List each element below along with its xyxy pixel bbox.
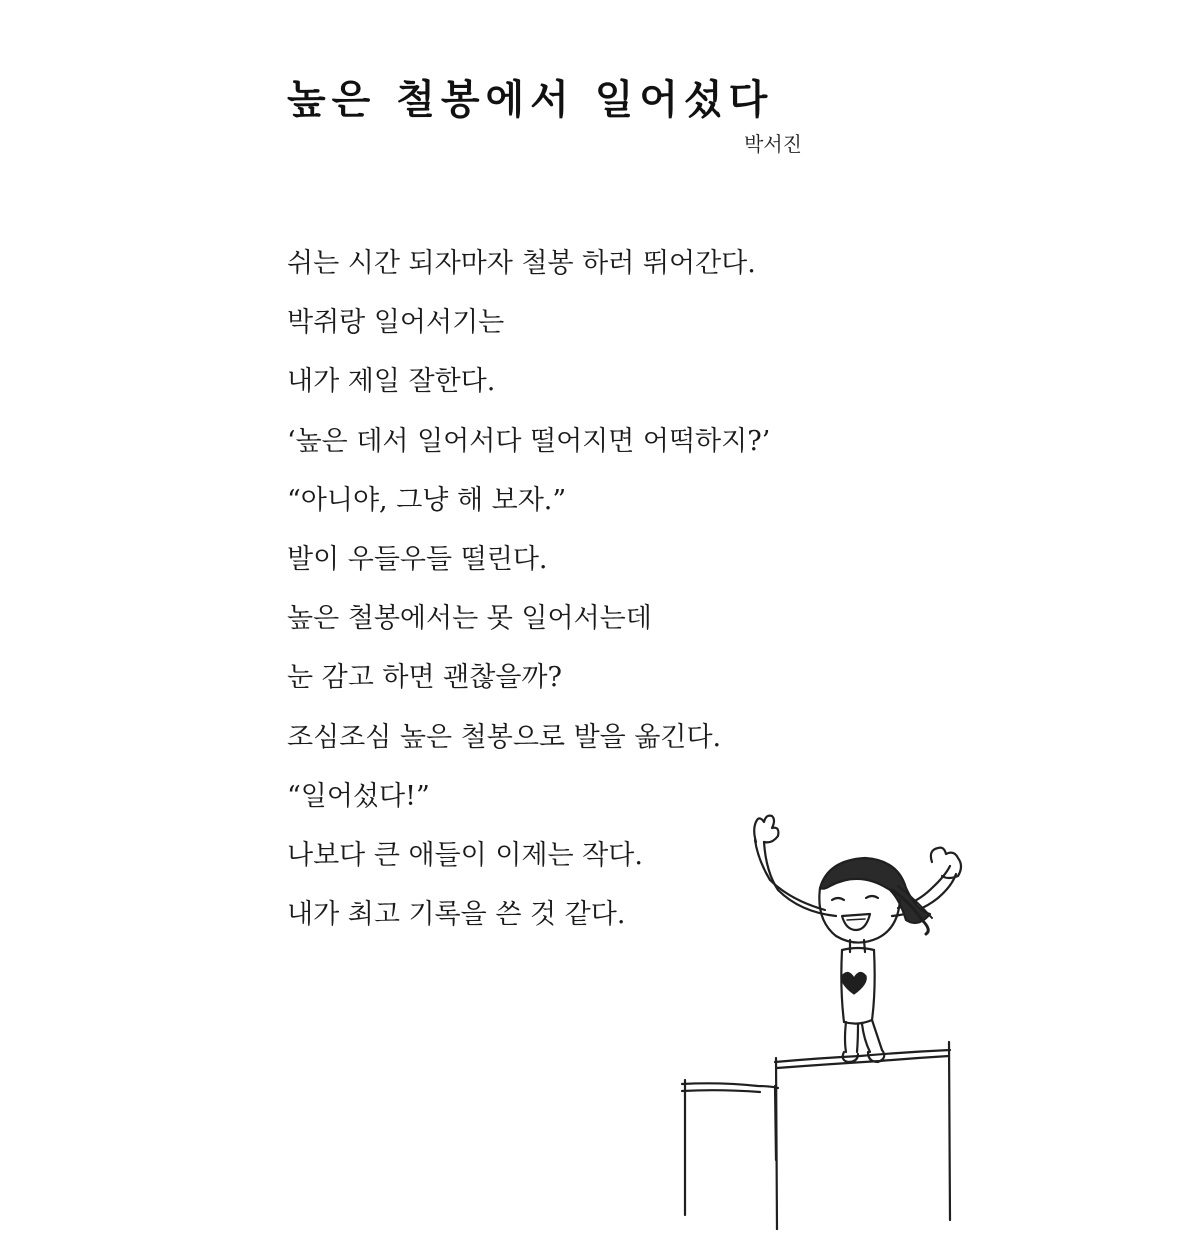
poem-title: 높은 철봉에서 일어섰다 xyxy=(287,77,774,123)
child-on-bar-illustration xyxy=(660,790,990,1230)
low-bar xyxy=(682,1080,778,1215)
high-bar xyxy=(775,1042,950,1230)
poem-line: “아니야, 그냥 해 보자.” xyxy=(287,484,567,516)
child-on-bar-drawing xyxy=(660,790,990,1230)
poem-line: ‘높은 데서 일어서다 떨어지면 어떡하지?’ xyxy=(287,425,771,457)
poem-line: 발이 우들우들 떨린다. xyxy=(287,543,548,575)
poem-line: 눈 감고 하면 괜찮을까? xyxy=(287,662,562,694)
poem-line: 내가 최고 기록을 쓴 것 같다. xyxy=(287,899,626,931)
child-figure xyxy=(754,816,961,1062)
poem-line: 쉬는 시간 되자마자 철봉 하러 뛰어간다. xyxy=(287,248,756,279)
poem-line: 내가 제일 잘한다. xyxy=(287,366,496,398)
poem-line: 높은 철봉에서는 못 일어서는데 xyxy=(287,603,652,635)
poem-author: 박서진 xyxy=(744,132,802,156)
poem-line: 나보다 큰 애들이 이제는 작다. xyxy=(287,839,643,871)
poem-line: 박쥐랑 일어서기는 xyxy=(287,307,505,339)
poem-line: 조심조심 높은 철봉으로 발을 옮긴다. xyxy=(287,721,722,753)
poem-line: “일어섰다!” xyxy=(287,780,430,812)
